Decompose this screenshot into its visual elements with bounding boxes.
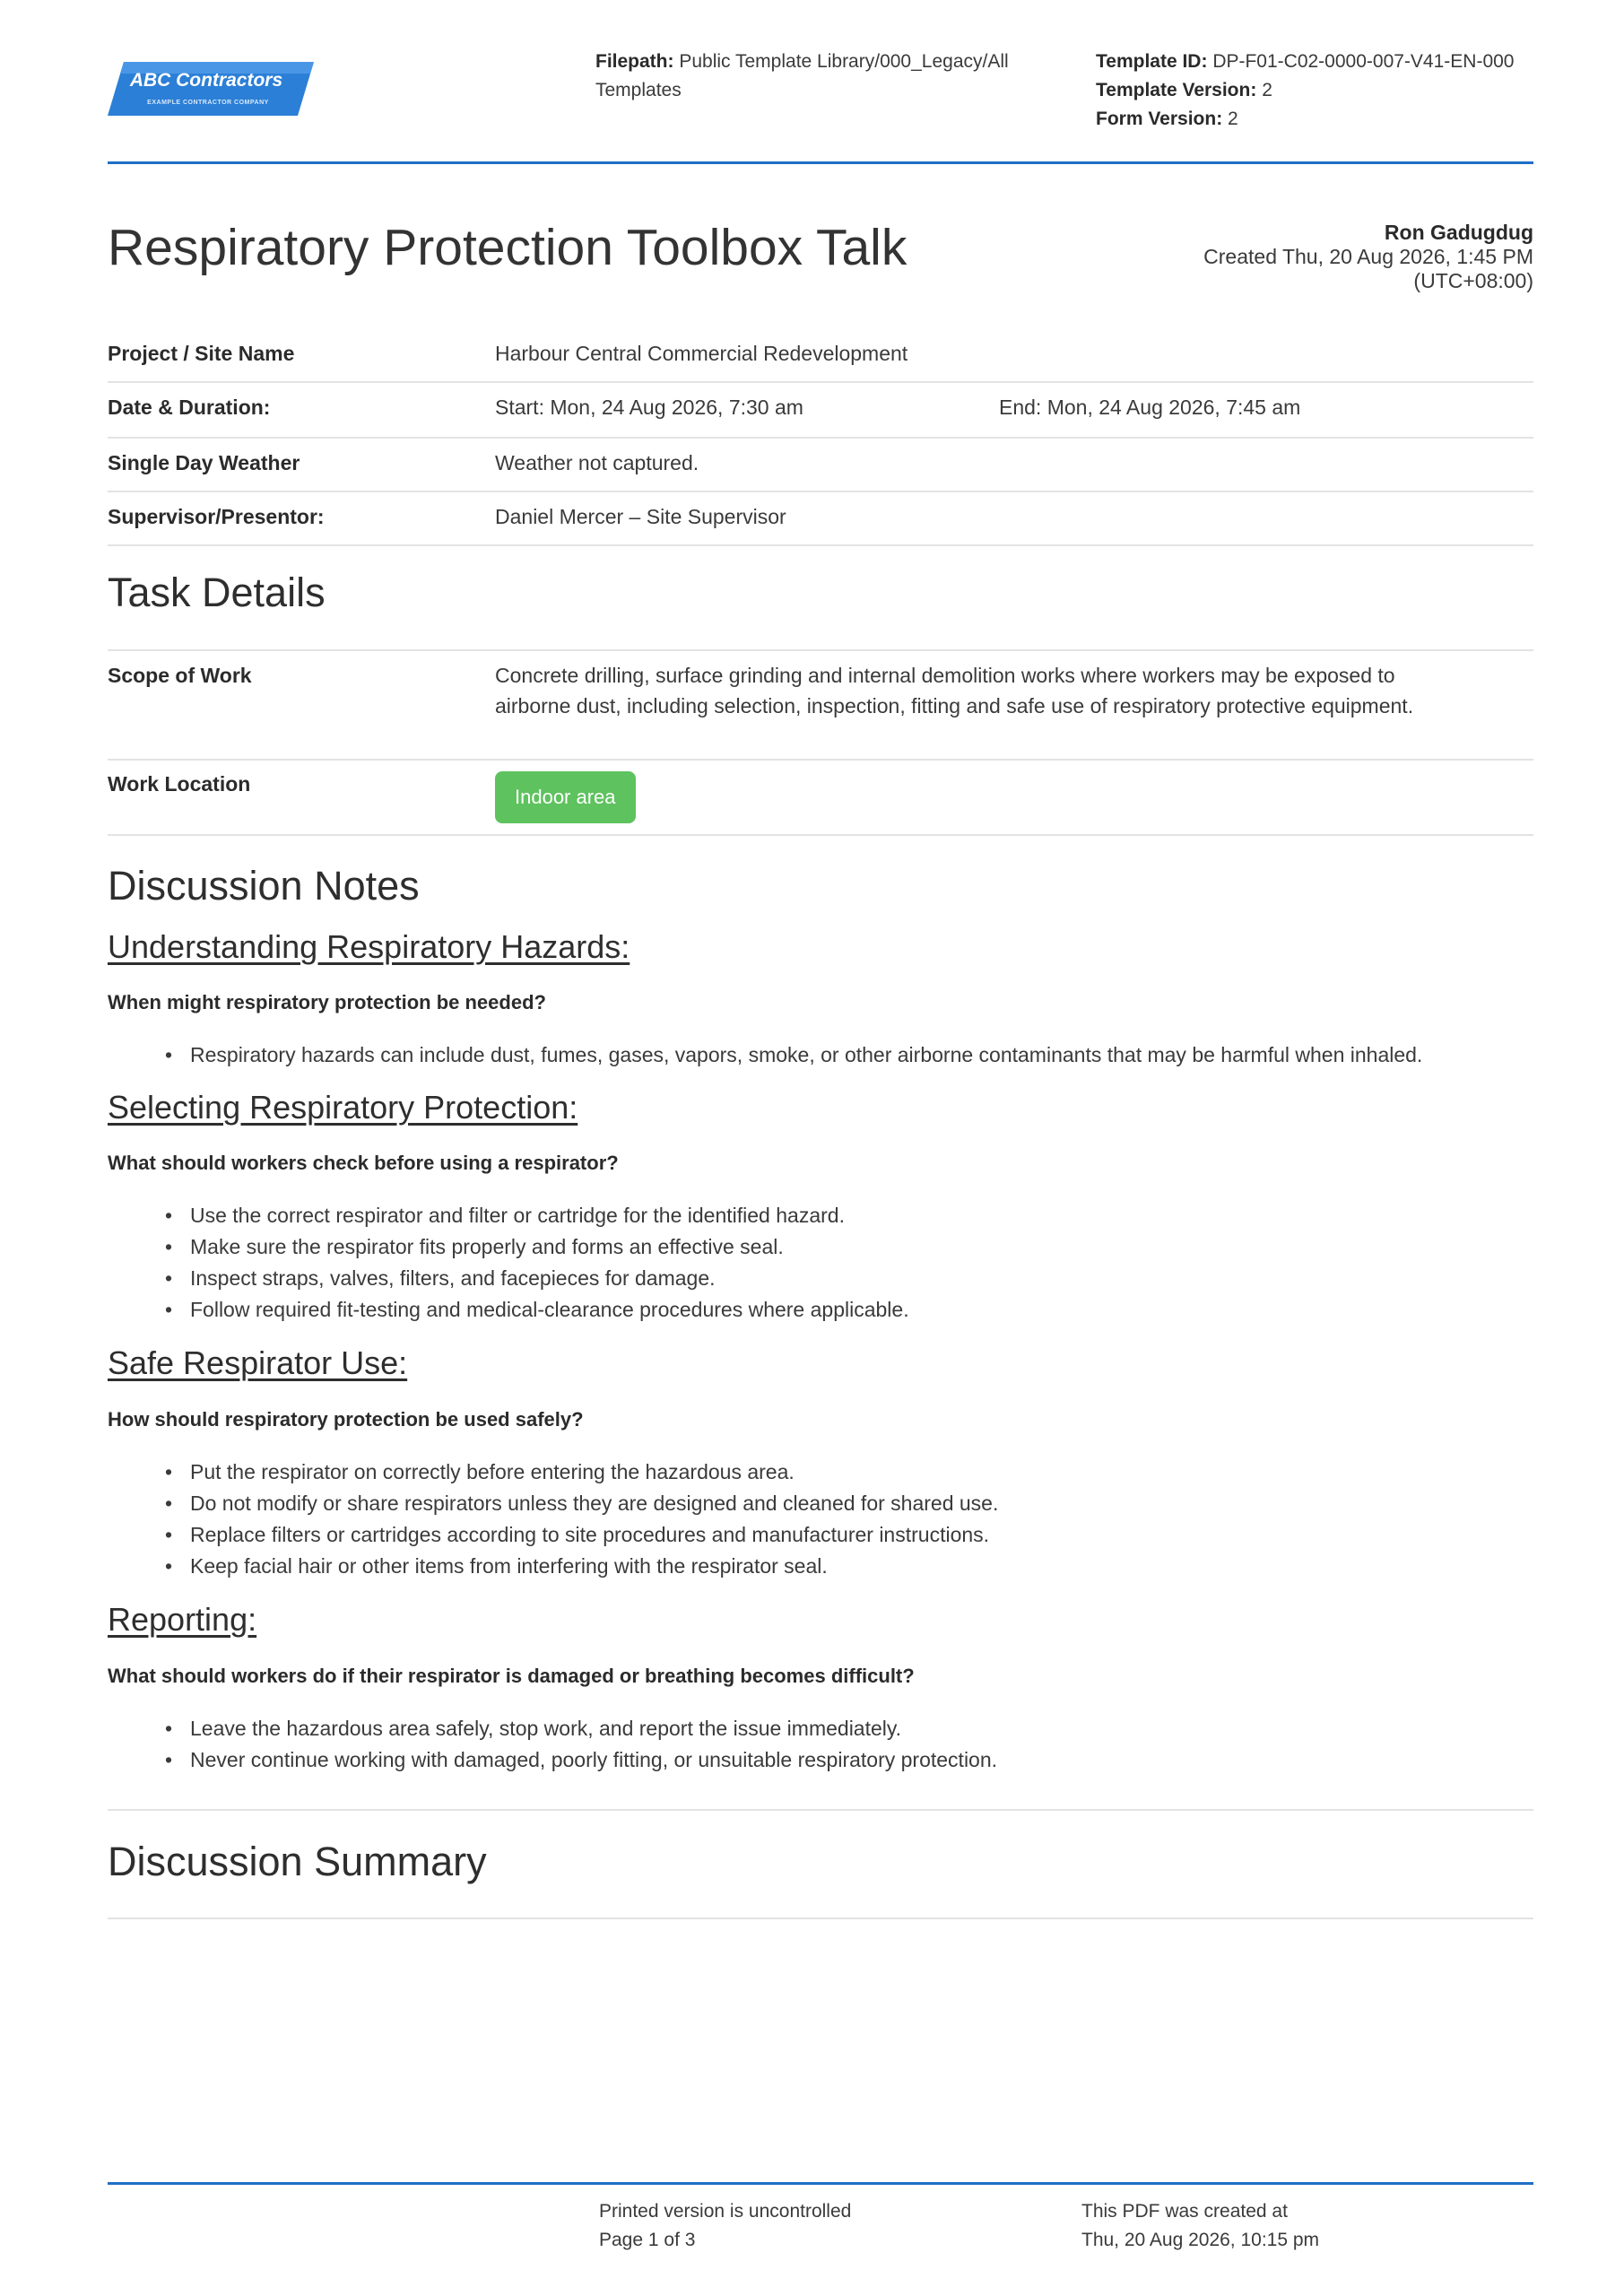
section-list bbox=[108, 1039, 1422, 1071]
project-value: Harbour Central Commercial Redevelopment bbox=[495, 342, 908, 365]
created-timezone: (UTC+08:00) bbox=[1413, 269, 1533, 292]
printed-note: Printed version is uncontrolled bbox=[599, 2201, 852, 2222]
section-question: What should workers check before using a respirator? bbox=[108, 1152, 619, 1174]
section-question: What should workers do if their respirator is damaged or breathing becomes difficult? bbox=[108, 1665, 915, 1687]
list-item: • Replace filters or cartridges according to site procedures and manufacturer instructions. bbox=[190, 1519, 998, 1551]
template-version-value: 2 bbox=[1262, 80, 1272, 100]
date-duration-row bbox=[108, 383, 1533, 439]
section-question: How should respiratory protection be used safely? bbox=[108, 1408, 584, 1431]
section-title: Selecting Respiratory Protection: bbox=[108, 1089, 578, 1126]
page-number: Page 1 of 3 bbox=[599, 2230, 696, 2250]
weather-row bbox=[108, 439, 1533, 492]
template-id-value: DP-F01-C02-0000-007-V41-EN-000 bbox=[1212, 51, 1515, 72]
section-list bbox=[108, 1200, 909, 1326]
location-badge: Indoor area bbox=[495, 771, 636, 823]
section-list bbox=[108, 1713, 997, 1776]
list-item: • Inspect straps, valves, filters, and facepieces for damage. bbox=[190, 1263, 909, 1294]
pdf-created-value: Thu, 20 Aug 2026, 10:15 pm bbox=[1081, 2230, 1320, 2250]
supervisor-value: Daniel Mercer – Site Supervisor bbox=[495, 505, 786, 528]
supervisor-label: Supervisor/Presentor: bbox=[108, 505, 325, 528]
template-version-label: Template Version: bbox=[1096, 80, 1257, 100]
document-title: Respiratory Protection Toolbox Talk bbox=[108, 219, 908, 276]
list-item: • Make sure the respirator fits properly and forms an effective seal. bbox=[190, 1231, 909, 1263]
template-id-label: Template ID: bbox=[1096, 51, 1208, 72]
footer-left bbox=[599, 2197, 851, 2255]
filepath-block bbox=[595, 48, 1044, 105]
date-start: Start: Mon, 24 Aug 2026, 7:30 am bbox=[495, 396, 803, 419]
section-title: Reporting: bbox=[108, 1601, 257, 1638]
company-logo bbox=[108, 59, 314, 118]
summary-heading: Discussion Summary bbox=[108, 1839, 487, 1884]
project-row bbox=[108, 330, 1533, 383]
task-details-heading: Task Details bbox=[108, 570, 326, 615]
created-date: Created Thu, 20 Aug 2026, 1:45 PM bbox=[1203, 245, 1533, 268]
discussion-heading: Discussion Notes bbox=[108, 863, 420, 909]
date-end: End: Mon, 24 Aug 2026, 7:45 am bbox=[999, 396, 1301, 419]
filepath-label: Filepath: bbox=[595, 51, 674, 72]
section-question: When might respiratory protection be needed? bbox=[108, 991, 546, 1013]
summary-divider bbox=[108, 1918, 1533, 1919]
list-item: • Leave the hazardous area safely, stop work, and report the issue immediately. bbox=[190, 1713, 997, 1744]
list-item: • Respiratory hazards can include dust, fumes, gases, vapors, smoke, or other airborne contaminants that may be harmful when inhaled. bbox=[190, 1039, 1422, 1071]
author-name: Ron Gadugdug bbox=[1384, 221, 1533, 244]
list-item: • Put the respirator on correctly before entering the hazardous area. bbox=[190, 1457, 998, 1488]
scope-line-1: Concrete drilling, surface grinding and internal demolition works where workers may be exposed to bbox=[495, 664, 1395, 687]
scope-label: Scope of Work bbox=[108, 664, 252, 687]
scope-line-2: airborne dust, including selection, inspection, fitting and safe use of respiratory protective equipment. bbox=[495, 694, 1414, 718]
project-label: Project / Site Name bbox=[108, 342, 295, 365]
filepath-value-line2: Templates bbox=[595, 80, 682, 100]
section-title: Safe Respirator Use: bbox=[108, 1344, 408, 1381]
template-info-block bbox=[1096, 48, 1544, 134]
list-item: • Follow required fit-testing and medical-clearance procedures where applicable. bbox=[190, 1294, 909, 1326]
pdf-created-label: This PDF was created at bbox=[1081, 2201, 1288, 2222]
filepath-value: Public Template Library/000_Legacy/All bbox=[679, 51, 1009, 72]
list-item: • Use the correct respirator and filter or cartridge for the identified hazard. bbox=[190, 1200, 909, 1231]
discussion-divider bbox=[108, 1809, 1533, 1811]
logo-name: ABC Contractors bbox=[129, 70, 283, 91]
header-divider bbox=[108, 161, 1533, 164]
form-version-label: Form Version: bbox=[1096, 109, 1223, 129]
logo-tagline: EXAMPLE CONTRACTOR COMPANY bbox=[147, 100, 269, 106]
scope-value bbox=[495, 660, 1413, 721]
scope-row bbox=[108, 651, 1533, 761]
list-item: • Keep facial hair or other items from interfering with the respirator seal. bbox=[190, 1551, 998, 1582]
form-version-value: 2 bbox=[1228, 109, 1238, 129]
location-label: Work Location bbox=[108, 772, 251, 796]
list-item: • Never continue working with damaged, poorly fitting, or unsuitable respiratory protection. bbox=[190, 1744, 997, 1776]
section-title: Understanding Respiratory Hazards: bbox=[108, 928, 630, 965]
date-label: Date & Duration: bbox=[108, 396, 271, 419]
weather-value: Weather not captured. bbox=[495, 451, 699, 474]
list-item: • Do not modify or share respirators unless they are designed and cleaned for shared use. bbox=[190, 1488, 998, 1519]
footer-right bbox=[1081, 2197, 1319, 2255]
supervisor-row bbox=[108, 492, 1533, 546]
footer-divider bbox=[108, 2182, 1533, 2185]
author-block bbox=[1203, 221, 1533, 293]
section-list bbox=[108, 1457, 998, 1582]
weather-label: Single Day Weather bbox=[108, 451, 300, 474]
location-row bbox=[108, 761, 1533, 836]
